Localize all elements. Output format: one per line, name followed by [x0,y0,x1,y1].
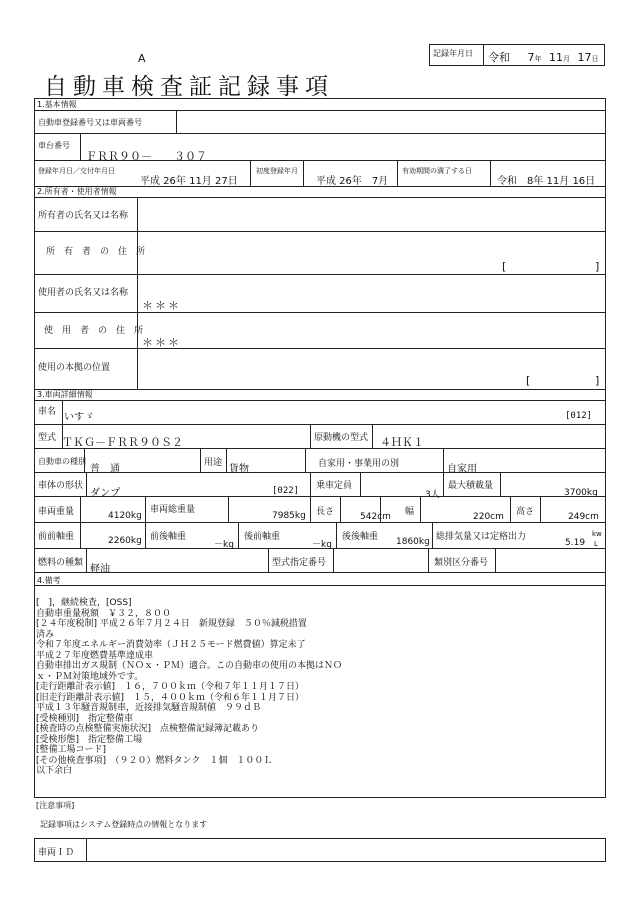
front-front-axle-value: 2260kg [108,536,142,546]
category-label: 類別区分番号 [434,558,489,568]
maker-label: 車名 [38,407,57,417]
model-value: ＴＫＧ－ＦＲＲ９０Ｓ２ [62,436,183,449]
remarks-line: [受検形態] 指定整備工場 [36,734,143,745]
body-shape-code: [022] [272,486,300,496]
vehicle-type-label: 自動車の種別 [38,457,86,466]
remarks-line: 平成１３年騒音規制車，近接排気騒音規制値 ９９ｄＢ [36,703,262,713]
rear-rear-axle-value: 1860kg [396,537,430,547]
user-name-label: 使用者の氏名又は名称 [38,288,129,298]
reg-no-label: 自動車登録番号又は車両番号 [38,118,142,127]
rear-front-axle-label: 後前軸重 [244,532,281,542]
fuel-value: 軽油 [90,564,110,575]
corner-mark: A [138,52,146,65]
remarks-line: [検査時の点検整備実施状況] 点検整備記録簿記載あり [36,724,260,734]
private-label: 自家用・事業用の別 [318,459,400,469]
vehicle-type-value: 普 通 [90,464,120,475]
displacement-unit-kw: kw [592,530,602,538]
notes-heading: [注意事項] [36,801,75,810]
owner-address-bracket-close: ] [595,260,600,273]
remarks-line: [ ]，継続検査，[OSS] [36,598,132,608]
private-value: 自家用 [447,464,477,475]
rear-rear-axle-label: 後後軸重 [342,532,379,542]
gross-weight-value: 7985kg [272,511,306,521]
rear-front-axle-value: －kg [312,540,332,550]
remarks-line: [２４年度税制] 平成２６年７月２４日 新規登録 ５０％減税措置 [36,619,307,629]
base-bracket-open: [ [526,374,531,387]
section4-heading: 4.備考 [37,576,61,585]
owner-address-bracket-open: [ [502,260,507,273]
page-title: 自動車検査証記録事項 [44,74,334,100]
remarks-line: [整備工場コード] [36,745,107,755]
remarks-line: 令和７年度エネルギー消費効率（ＪＨ２５モード燃費値）算定未了 [36,640,306,650]
max-load-label: 最大積載量 [448,481,494,491]
front-front-axle-label: 前前軸重 [38,532,75,542]
engine-value: ４ＨＫ１ [380,436,424,449]
length-value: 542cm [360,512,391,522]
length-label: 長さ [316,507,335,517]
user-address-value: ＊＊＊ [142,336,181,349]
first-reg-label: 初度登録年月 [256,167,298,175]
vehicle-id-label: 車両ＩＤ [38,848,75,858]
remarks-line: [受検種別] 指定整備車 [36,713,134,724]
displacement-value: 5.19 [565,538,586,548]
front-rear-axle-label: 前後軸重 [150,532,187,542]
max-load-value: 3700kg [564,488,598,498]
remarks-line: [その他検査事項] （９２０）燃料タンク １個 １００Ｌ [36,755,273,766]
displacement-unit-l: L [594,540,598,548]
owner-name-label: 所有者の氏名又は名称 [38,211,129,221]
remarks-line: 済み [36,629,55,640]
body-shape-value: ダンプ [90,488,121,499]
remarks-line: ｘ・ＰＭ対策地域外です。 [36,671,144,682]
maker-code: [012] [565,411,593,421]
capacity-label: 乗車定員 [316,481,353,491]
designation-label: 型式指定番号 [272,558,327,568]
user-address-label: 使 用 者 の 住 所 [44,326,144,336]
record-date-value: 令和 7年 11月 17日 [488,51,599,64]
expiry-value: 令和 8年 11月 16日 [497,176,596,187]
gross-weight-label: 車両総重量 [150,505,196,515]
base-bracket-close: ] [595,374,600,387]
engine-label: 原動機の型式 [314,433,369,443]
user-name-value: ＊＊＊ [142,299,181,312]
use-value: 貨物 [229,464,249,475]
body-shape-label: 車体の形状 [38,481,84,491]
owner-address-label: 所 有 者 の 住 所 [46,247,146,257]
record-date-label: 記録年月日 [433,49,473,58]
height-value: 249cm [568,512,599,522]
maker-value: いすゞ [64,412,94,423]
chassis-value: ＦＲＲ９０－ ３０７ [86,150,207,163]
remarks-line: 平成２７年度燃費基準達成車 [36,650,154,661]
chassis-label: 車台番号 [38,141,70,150]
fuel-label: 燃料の種類 [38,558,84,568]
remarks-line: 自動車排出ガス規制（ＮＯｘ・ＰＭ）適合。この自動車の使用の本拠はＮＯ [36,661,343,671]
width-value: 220cm [473,512,504,522]
front-rear-axle-value: －kg [214,540,234,550]
section3-heading: 3.車両詳細情報 [37,390,93,399]
section1-heading: 1.基本情報 [37,100,77,109]
base-location-label: 使用の本拠の位置 [38,363,111,373]
remarks-block [36,598,342,777]
capacity-value: 3人 [425,490,440,500]
model-label: 型式 [38,433,57,443]
reg-date-label: 登録年月日／交付年月日 [38,167,115,175]
notes-text: 記録事項はシステム登録時点の情報となります [40,820,208,829]
use-label: 用途 [204,458,223,468]
remarks-line: 自動車重量税額 ￥３２，８００ [36,608,172,619]
remarks-line: 以下余白 [36,766,73,776]
remarks-line: [旧走行距離計表示値] １５，４００ｋｍ（令和６年１１月７日） [36,692,305,703]
first-reg-value: 平成 26年 7月 [316,176,389,187]
expiry-label: 有効期間の満了する日 [402,167,472,175]
width-label: 幅 [405,507,415,517]
displacement-label: 総排気量又は定格出力 [436,532,527,542]
remarks-line: [走行距離計表示値] １６，７００ｋｍ（令和７年１１月１７日） [36,682,305,692]
reg-date-value: 平成 26年 11月 27日 [140,176,238,187]
section2-heading: 2.所有者・使用者情報 [37,187,117,196]
weight-value: 4120kg [108,511,142,521]
height-label: 高さ [516,507,535,517]
vehicle-id-box [34,838,606,862]
weight-label: 車両重量 [38,507,75,517]
